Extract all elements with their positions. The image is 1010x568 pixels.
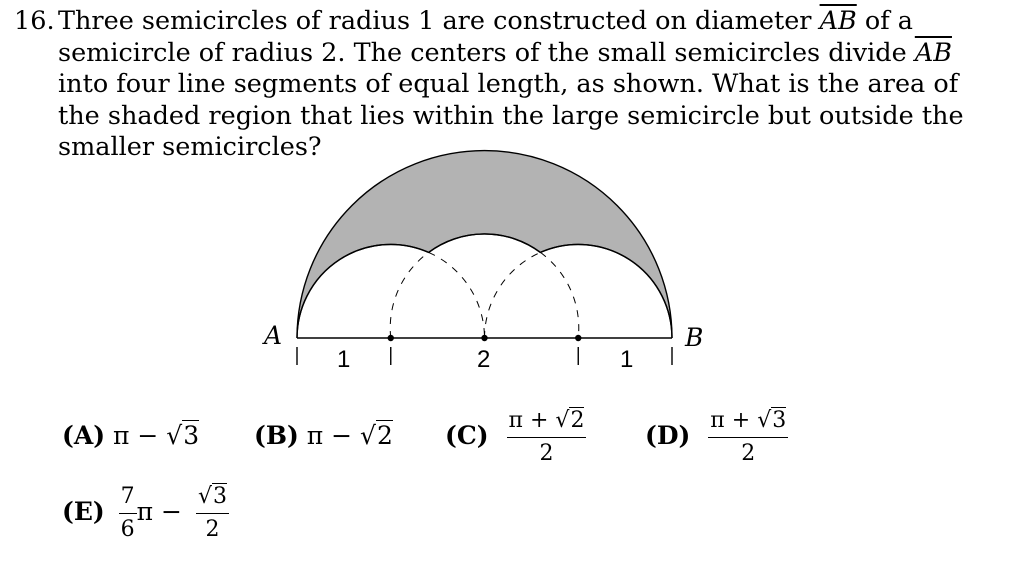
right-dashed-arc	[485, 252, 541, 338]
fraction: $\frac{\pi + √2}{2}$	[508, 408, 585, 466]
label-b: B	[685, 323, 704, 352]
segment-ab: $\overline{AB}$	[819, 6, 857, 36]
label-center-length: 2	[477, 346, 491, 373]
label-left-length: 1	[337, 346, 351, 373]
middle-dashed-arc-right	[540, 252, 578, 338]
choice-d[interactable]: (D) $\frac{\pi + √3}{2}$	[645, 408, 787, 466]
choice-e[interactable]: (E) $\frac{7}{6}$ π − $\frac{√3}{2}$	[62, 484, 227, 542]
choice-c[interactable]: (C) $\frac{\pi + √2}{2}$	[445, 408, 585, 466]
fraction: $\frac{7}{6}$	[120, 484, 135, 542]
label-right-length: 1	[620, 346, 634, 373]
choice-b[interactable]: (B) π − √2	[254, 421, 393, 450]
shaded-region	[297, 151, 672, 338]
problem-number: 16.	[14, 6, 55, 36]
fraction: $\frac{√3}{2}$	[197, 484, 227, 542]
problem-text: Three semicircles of radius 1 are constructed on diameter $\overline{AB}$ of a semicircle of radius 2. The centers of the small semicircles divide $\overline{AB}$ into four line segments of equal length, as shown. What is the area of the shaded region that lies within the large semicircle but outside the smaller semicircles?	[58, 6, 964, 162]
segment-ab: $\overline{AB}$	[914, 37, 952, 68]
center-dot-right	[575, 335, 581, 341]
left-dashed-arc	[429, 252, 485, 338]
choice-a[interactable]: (A) π − √3	[62, 421, 200, 450]
center-dot-left	[388, 335, 394, 341]
label-a: A	[264, 321, 283, 350]
fraction: $\frac{\pi + √3}{2}$	[710, 408, 787, 466]
center-dot-middle	[481, 335, 487, 341]
middle-dashed-arc-left	[390, 252, 428, 338]
